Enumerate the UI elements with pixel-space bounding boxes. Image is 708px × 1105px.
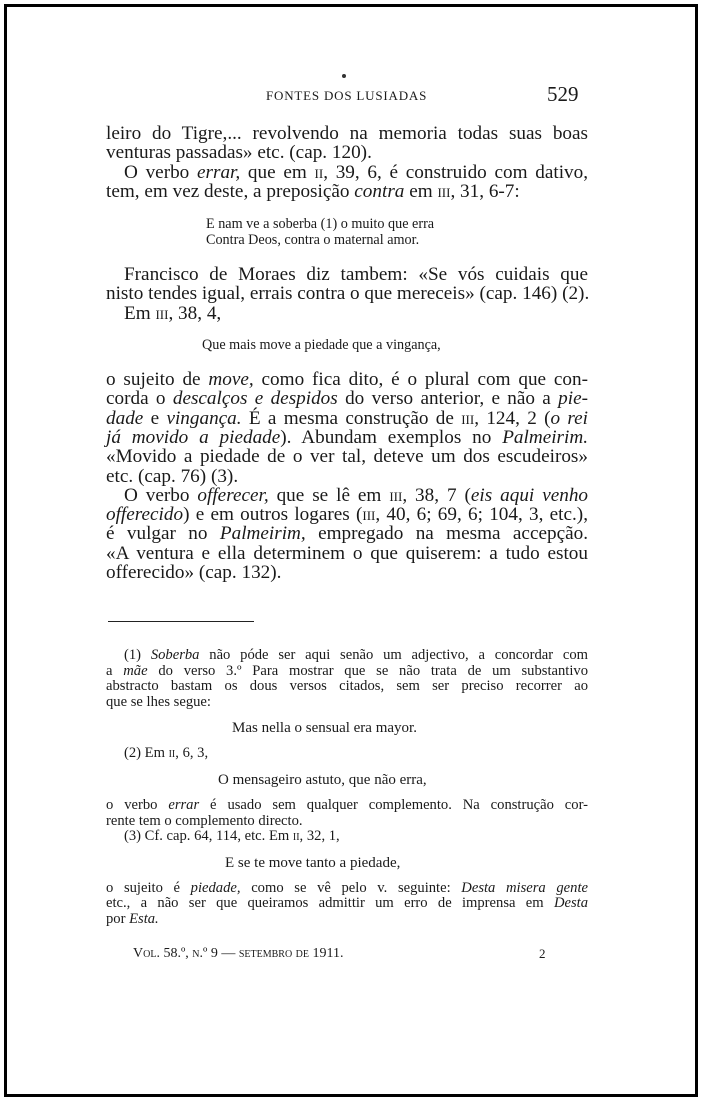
page-number: 529	[547, 82, 579, 106]
footnote-line: (1) Soberba não póde ser aqui senão um adjectivo, a concordar com	[124, 647, 588, 663]
text-line: Em iii, 38, 4,	[124, 302, 222, 324]
footnotes	[106, 648, 588, 928]
text-line: offerecido) e em outros logares (iii, 40, 6; 69, 6; 104, 3, etc.),	[106, 504, 588, 526]
text-line: nisto tendes igual, errais contra o que mereceis» (cap. 146) (2).	[106, 283, 590, 305]
verse-line: Que mais move a piedade que a vingança,	[202, 337, 441, 354]
footnote-line: (2) Em ii, 6, 3,	[124, 745, 209, 762]
footnote-line: a mãe do verso 3.º Para mostrar que se não trata de um substantivo	[106, 662, 588, 679]
footnote-line: abstracto bastam os dous versos citados, sem ser preciso recorrer ao	[106, 678, 588, 695]
signature-mark: 2	[539, 946, 546, 961]
text-line: leiro do Tigre,... revolvendo na memoria todas suas boas	[106, 123, 588, 144]
volume-footer: Vol. 58.º, n.º 9 — setembro de 1911.	[133, 946, 344, 961]
text-line: O verbo offerecer, que se lê em iii, 38, 7 (eis aqui venho	[124, 484, 589, 506]
footnote-line: por Esta.	[106, 910, 159, 927]
text-line: corda o descalços e despidos do verso anterior, e não a pie-	[106, 388, 588, 410]
footnote-line: que se lhes segue:	[106, 693, 211, 710]
verse-quote	[206, 216, 588, 248]
text-line: «A ventura e ella determinem o que quiserem: a tudo estou	[106, 542, 588, 564]
text-line: offerecido» (cap. 132).	[106, 562, 282, 584]
verse-line: Contra Deos, contra o maternal amor.	[206, 232, 420, 249]
text-line: venturas passadas» etc. (cap. 120).	[106, 142, 372, 164]
running-title: FONTES DOS LUSIADAS	[266, 88, 428, 103]
text-line: o sujeito de move, como fica dito, é o plural com que con-	[106, 369, 588, 391]
text-line: Francisco de Moraes diz tambem: «Se vós cuidais que	[124, 264, 588, 286]
verse-line: E nam ve a soberba (1) o muito que erra	[206, 216, 435, 233]
text-line: já movido a piedade). Abundam exemplos no Palmeirim.	[106, 426, 588, 448]
footnote-line: (3) Cf. cap. 64, 114, etc. Em ii, 32, 1,	[124, 828, 340, 845]
verse-quote	[202, 337, 588, 353]
ink-dot	[342, 74, 346, 78]
text-line: dade e vingança. É a mesma construção de iii, 124, 2 (o rei	[106, 407, 588, 429]
main-text	[106, 124, 588, 582]
footnote-verse: Mas nella o sensual era mayor.	[232, 720, 417, 737]
footnote-separator	[108, 621, 254, 622]
text-line: é vulgar no Palmeirim, empregado na mesma accepção.	[106, 523, 588, 545]
text-line: etc. (cap. 76) (3).	[106, 465, 239, 487]
footnote-line: o verbo errar é usado sem qualquer complemento. Na construção cor-	[106, 796, 588, 813]
footnote-verse: E se te move tanto a piedade,	[225, 854, 401, 871]
text-line: «Movido a piedade de o ver tal, deteve um dos escudeiros»	[106, 446, 588, 468]
footnote-line: etc., a não ser que queiramos admittir um erro de imprensa em Desta	[106, 895, 588, 912]
footnote-line: o sujeito é piedade, como se vê pelo v. seguinte: Desta misera gente	[106, 879, 588, 896]
text-line: O verbo errar, que em ii, 39, 6, é construido com dativo,	[124, 161, 589, 183]
footnote-verse: O mensageiro astuto, que não erra,	[218, 771, 427, 788]
footnote-line: rente tem o complemento directo.	[106, 812, 303, 829]
text-line: tem, em vez deste, a preposição contra em iii, 31, 6-7:	[106, 180, 520, 202]
